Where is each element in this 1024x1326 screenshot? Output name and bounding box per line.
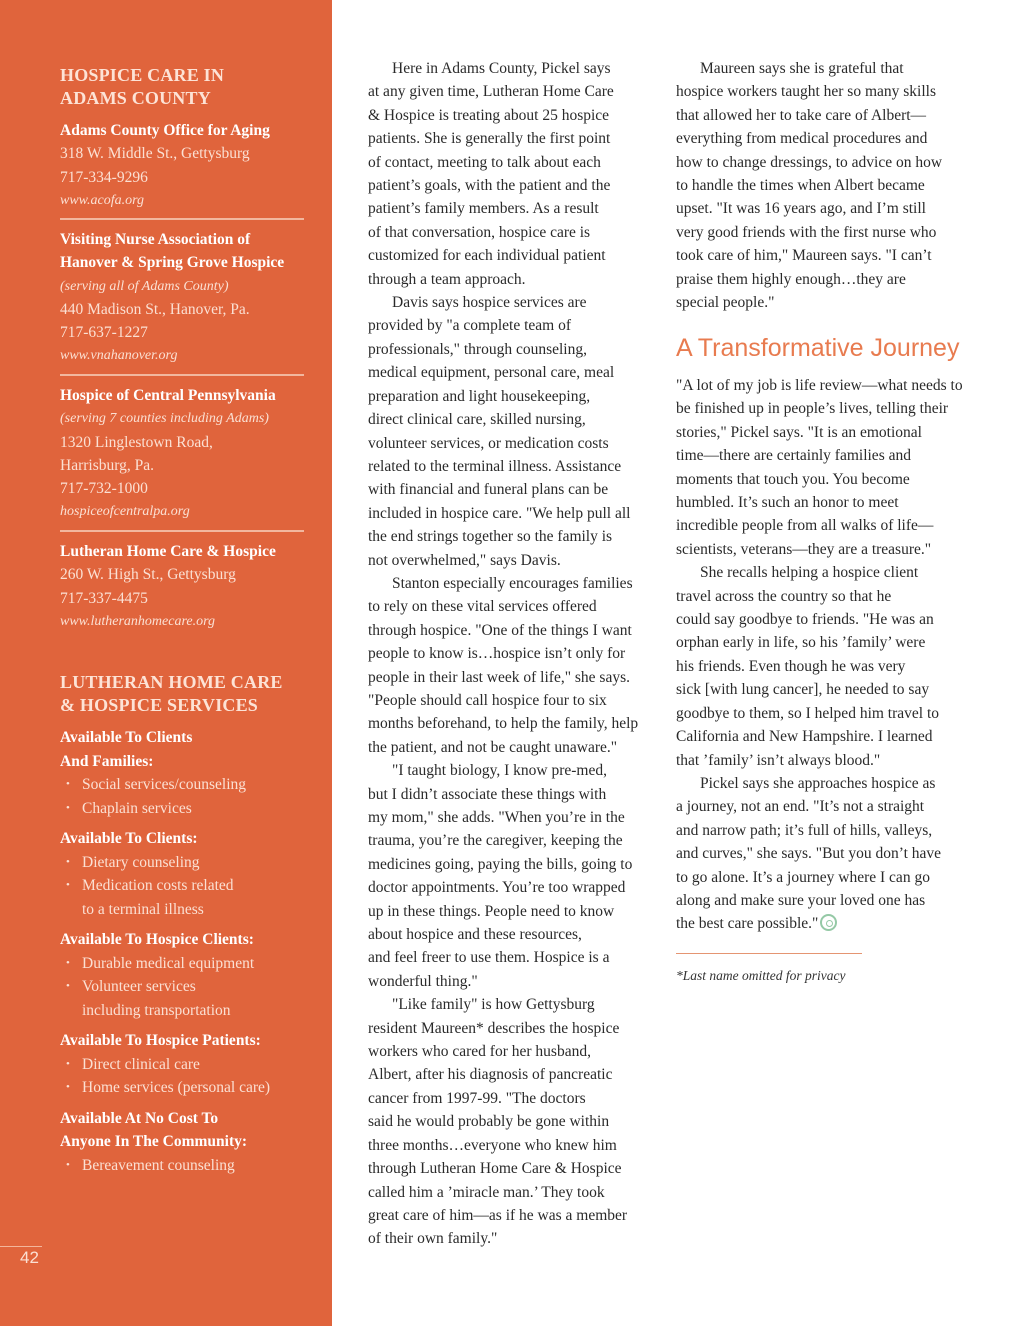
footnote-rule: [676, 953, 862, 954]
text-line: direct clinical care, skilled nursing,: [368, 411, 586, 429]
service-item: [60, 1053, 304, 1077]
sidebar-heading: HOSPICE CARE IN: [60, 65, 225, 85]
article-column-1: [368, 57, 658, 1251]
text-line: took care of him," Maureen says. "I can’t: [676, 247, 932, 265]
text-line: workers who cared for her husband,: [368, 1043, 591, 1061]
service-item-text: • Medication costs related: [82, 877, 234, 894]
org-name: Hospice of Central Pennsylvania: [60, 387, 276, 404]
org-phone: 717-732-1000: [60, 480, 148, 498]
text-line: through a team approach.: [368, 270, 526, 288]
sidebar-heading: LUTHERAN HOME CARE: [60, 672, 283, 692]
text-line: up in these things. People need to know: [368, 902, 615, 920]
text-line: great care of him—as if he was a member: [368, 1206, 628, 1224]
text-line: incredible people from all walks of life—: [676, 517, 934, 535]
service-item: [60, 874, 304, 921]
org-name: Adams County Office for Aging: [60, 122, 270, 139]
text-line: resident Maureen* describes the hospice: [368, 1019, 620, 1037]
text-line: at any given time, Lutheran Home Care: [368, 83, 614, 101]
text-line: Here in Adams County, Pickel says: [392, 60, 611, 77]
service-group: [60, 928, 304, 1022]
paragraph: [676, 57, 966, 314]
service-group: [60, 1107, 304, 1178]
org-address: 318 W. Middle St., Gettysburg: [60, 145, 250, 163]
service-item-text: including transportation: [82, 1001, 231, 1019]
text-line: customized for each individual patient: [368, 247, 606, 265]
text-line: travel across the country so that he: [676, 587, 892, 605]
text-line: She recalls helping a hospice client: [700, 564, 919, 582]
org-address: 1320 Linglestown Road,: [60, 433, 213, 451]
text-line: how to change dressings, to advice on how: [676, 153, 943, 171]
text-line: three months…everyone who knew him: [368, 1136, 617, 1154]
text-line: "Like family" is how Gettysburg: [392, 996, 595, 1014]
text-line: and curves," she says. "But you don’t have: [676, 845, 942, 863]
sidebar-block: [60, 384, 304, 524]
text-line: to rely on these vital services offered: [368, 598, 597, 616]
text-line: of that conversation, hospice care is: [368, 223, 591, 241]
service-item-text: • Bereavement counseling: [82, 1156, 235, 1174]
text-line: about hospice and these resources,: [368, 926, 582, 944]
text-line: included in hospice care. "We help pull all: [368, 504, 631, 522]
text-line: of contact, meeting to talk about each: [368, 153, 601, 171]
service-item-text: • Social services/counseling: [82, 776, 246, 793]
text-line: patients. She is generally the first point: [368, 130, 611, 148]
service-heading: Available To Hospice Patients:: [60, 1032, 261, 1049]
text-line: with financial and funeral plans can be: [368, 481, 609, 499]
service-item-text: • Chaplain services: [82, 799, 192, 817]
text-line: everything from medical procedures and: [676, 130, 928, 148]
service-item: [60, 1154, 304, 1178]
org-phone: 717-637-1227: [60, 324, 148, 342]
org-phone: 717-337-4475: [60, 589, 148, 607]
sidebar-divider: [60, 530, 304, 532]
service-heading: Available At No Cost To: [60, 1109, 219, 1127]
text-line: a journey, not an end. "It’s not a straight: [676, 798, 925, 816]
org-website: hospiceofcentralpa.org: [60, 504, 190, 520]
org-address: 260 W. High St., Gettysburg: [60, 566, 236, 584]
text-line: of their own family.": [368, 1230, 498, 1248]
text-line: humbled. It’s such an honor to meet: [676, 494, 899, 512]
text-line: California and New Hampshire. I learned: [676, 728, 933, 746]
org-website: www.lutheranhomecare.org: [60, 613, 216, 629]
text-line: to handle the times when Albert became: [676, 177, 925, 195]
sidebar-heading: ADAMS COUNTY: [60, 88, 211, 108]
paragraph: [368, 572, 658, 759]
text-line: and narrow path; it’s full of hills, valleys,: [676, 821, 933, 839]
org-note: (serving all of Adams County): [60, 278, 229, 294]
text-line: very good friends with the first nurse who: [676, 223, 937, 241]
article-column-2-top: [676, 57, 966, 314]
text-line: special people.": [676, 294, 775, 312]
text-line: Albert, after his diagnosis of pancreatic: [368, 1066, 613, 1084]
service-item: [60, 797, 304, 821]
org-address: 440 Madison St., Hanover, Pa.: [60, 300, 250, 318]
service-group: [60, 1029, 304, 1100]
text-line: through Lutheran Home Care & Hospice: [368, 1160, 622, 1178]
service-heading: Available To Clients:: [60, 830, 198, 847]
page-number: 42: [20, 1248, 39, 1267]
service-item: [60, 773, 304, 797]
paragraph: [368, 291, 658, 572]
sidebar-block: [60, 228, 304, 368]
text-line: the end strings together so the family is: [368, 528, 613, 546]
sidebar-divider: [60, 218, 304, 220]
text-line: preparation and light housekeeping,: [368, 387, 591, 405]
text-line: goodbye to them, so I helped him travel to: [676, 704, 940, 722]
text-line: people to know is…hospice isn’t only for: [368, 645, 626, 663]
text-line: patient’s goals, with the patient and the: [368, 177, 611, 195]
article-column-2-bottom: [676, 374, 966, 936]
text-line: and feel freer to use them. Hospice is a: [368, 949, 610, 967]
text-line: months beforehand, to help the family, help: [368, 715, 639, 733]
text-line: but I didn’t associate these things with: [368, 785, 607, 803]
text-line: along and make sure your loved one has: [676, 891, 926, 909]
text-line: medical equipment, personal care, meal: [368, 364, 615, 382]
text-line: not overwhelmed," says Davis.: [368, 551, 561, 569]
service-item-text: • Direct clinical care: [82, 1055, 200, 1073]
org-address: Harrisburg, Pa.: [60, 456, 154, 474]
org-name: Lutheran Home Care & Hospice: [60, 543, 276, 560]
text-line: & Hospice is treating about 25 hospice: [368, 106, 610, 124]
page-number-rule: [0, 1246, 42, 1247]
service-heading: Anyone In The Community:: [60, 1133, 248, 1150]
org-website: www.acofa.org: [60, 192, 145, 208]
text-line: that ’family’ isn’t always blood.": [676, 751, 881, 769]
org-name: Hanover & Spring Grove Hospice: [60, 254, 285, 272]
text-line: moments that touch you. You become: [676, 470, 910, 488]
text-line: provided by "a complete team of: [368, 317, 572, 335]
org-name: Visiting Nurse Association of: [60, 231, 251, 248]
text-line: trauma, you’re the caregiver, keeping the: [368, 832, 623, 850]
service-item: [60, 952, 304, 976]
text-line: "I taught biology, I know pre-med,: [392, 762, 607, 780]
text-line: "A lot of my job is life review—what needs to: [676, 377, 963, 394]
org-website: www.vnahanover.org: [60, 348, 178, 364]
text-line: related to the terminal illness. Assistance: [368, 457, 622, 475]
text-line: sick [with lung cancer], he needed to say: [676, 681, 930, 699]
service-item: [60, 851, 304, 875]
text-line: called him a ’miracle man.’ They took: [368, 1183, 605, 1201]
text-line: hospice workers taught her so many skills: [676, 83, 937, 101]
sidebar-heading: & HOSPICE SERVICES: [60, 695, 259, 715]
text-line: medicines going, paying the bills, going to: [368, 855, 633, 873]
text-line: wonderful thing.": [368, 972, 478, 990]
text-line: professionals," through counseling,: [368, 340, 587, 358]
text-line: the patient, and not be caught unaware.": [368, 738, 618, 756]
section-heading: A Transformative Journey: [676, 334, 960, 362]
text-line: the best care possible.": [676, 915, 819, 933]
text-line: orphan early in life, so his ’family’ were: [676, 634, 926, 652]
text-line: praise them highly enough…they are: [676, 270, 906, 288]
service-item-text: • Home services (personal care): [82, 1079, 271, 1096]
sidebar-block: [60, 540, 304, 633]
service-item-text: • Dietary counseling: [82, 853, 200, 871]
paragraph: [368, 993, 658, 1250]
text-line: Stanton especially encourages families: [392, 574, 633, 592]
sidebar-block: [60, 64, 304, 110]
text-line: be finished up in people’s lives, telling their: [676, 400, 949, 418]
paragraph: [368, 759, 658, 993]
end-mark-icon: [820, 914, 837, 931]
text-line: cancer from 1997-99. "The doctors: [368, 1089, 586, 1107]
service-heading: Available To Clients: [60, 729, 193, 746]
text-line: doctor appointments. You’re too wrapped: [368, 879, 626, 897]
text-line: scientists, veterans—they are a treasure.": [676, 540, 932, 558]
service-item-text: • Durable medical equipment: [82, 954, 255, 972]
service-item-text: to a terminal illness: [82, 900, 204, 918]
org-phone: 717-334-9296: [60, 168, 148, 186]
service-item-text: • Volunteer services: [82, 978, 196, 995]
paragraph: [676, 374, 966, 561]
service-group: [60, 827, 304, 921]
text-line: could say goodbye to friends. "He was an: [676, 611, 934, 629]
text-line: people in their last week of life," she says.: [368, 668, 631, 686]
service-item: [60, 1076, 304, 1100]
sidebar-divider: [60, 374, 304, 376]
sidebar-block: [60, 119, 304, 212]
text-line: upset. "It was 16 years ago, and I’m still: [676, 200, 926, 218]
sidebar-block: [60, 726, 304, 1177]
sidebar-block: [60, 671, 304, 717]
text-line: time—there are certainly families and: [676, 447, 911, 465]
text-line: Davis says hospice services are: [392, 294, 587, 312]
footnote: *Last name omitted for privacy: [676, 968, 846, 983]
paragraph: [676, 561, 966, 772]
text-line: said he would probably be gone within: [368, 1113, 610, 1131]
text-line: "People should call hospice four to six: [368, 691, 607, 709]
paragraph: [676, 772, 966, 936]
text-line: patient’s family members. As a result: [368, 200, 599, 218]
service-item: [60, 975, 304, 1022]
text-line: volunteer services, or medication costs: [368, 434, 609, 452]
org-note: (serving 7 counties including Adams): [60, 411, 269, 427]
text-line: Maureen says she is grateful that: [700, 60, 904, 77]
text-line: Pickel says she approaches hospice as: [700, 774, 936, 792]
service-heading: Available To Hospice Clients:: [60, 931, 254, 948]
text-line: stories," Pickel says. "It is an emotional: [676, 423, 922, 441]
service-group: [60, 726, 304, 820]
paragraph: [368, 57, 658, 291]
text-line: through hospice. "One of the things I want: [368, 621, 632, 639]
service-heading: And Families:: [60, 752, 154, 770]
text-line: to go alone. It’s a journey where I can go: [676, 868, 930, 886]
text-line: that allowed her to take care of Albert—: [676, 106, 927, 124]
text-line: my mom," she adds. "When you’re in the: [368, 809, 625, 826]
text-line: his friends. Even though he was very: [676, 657, 906, 675]
